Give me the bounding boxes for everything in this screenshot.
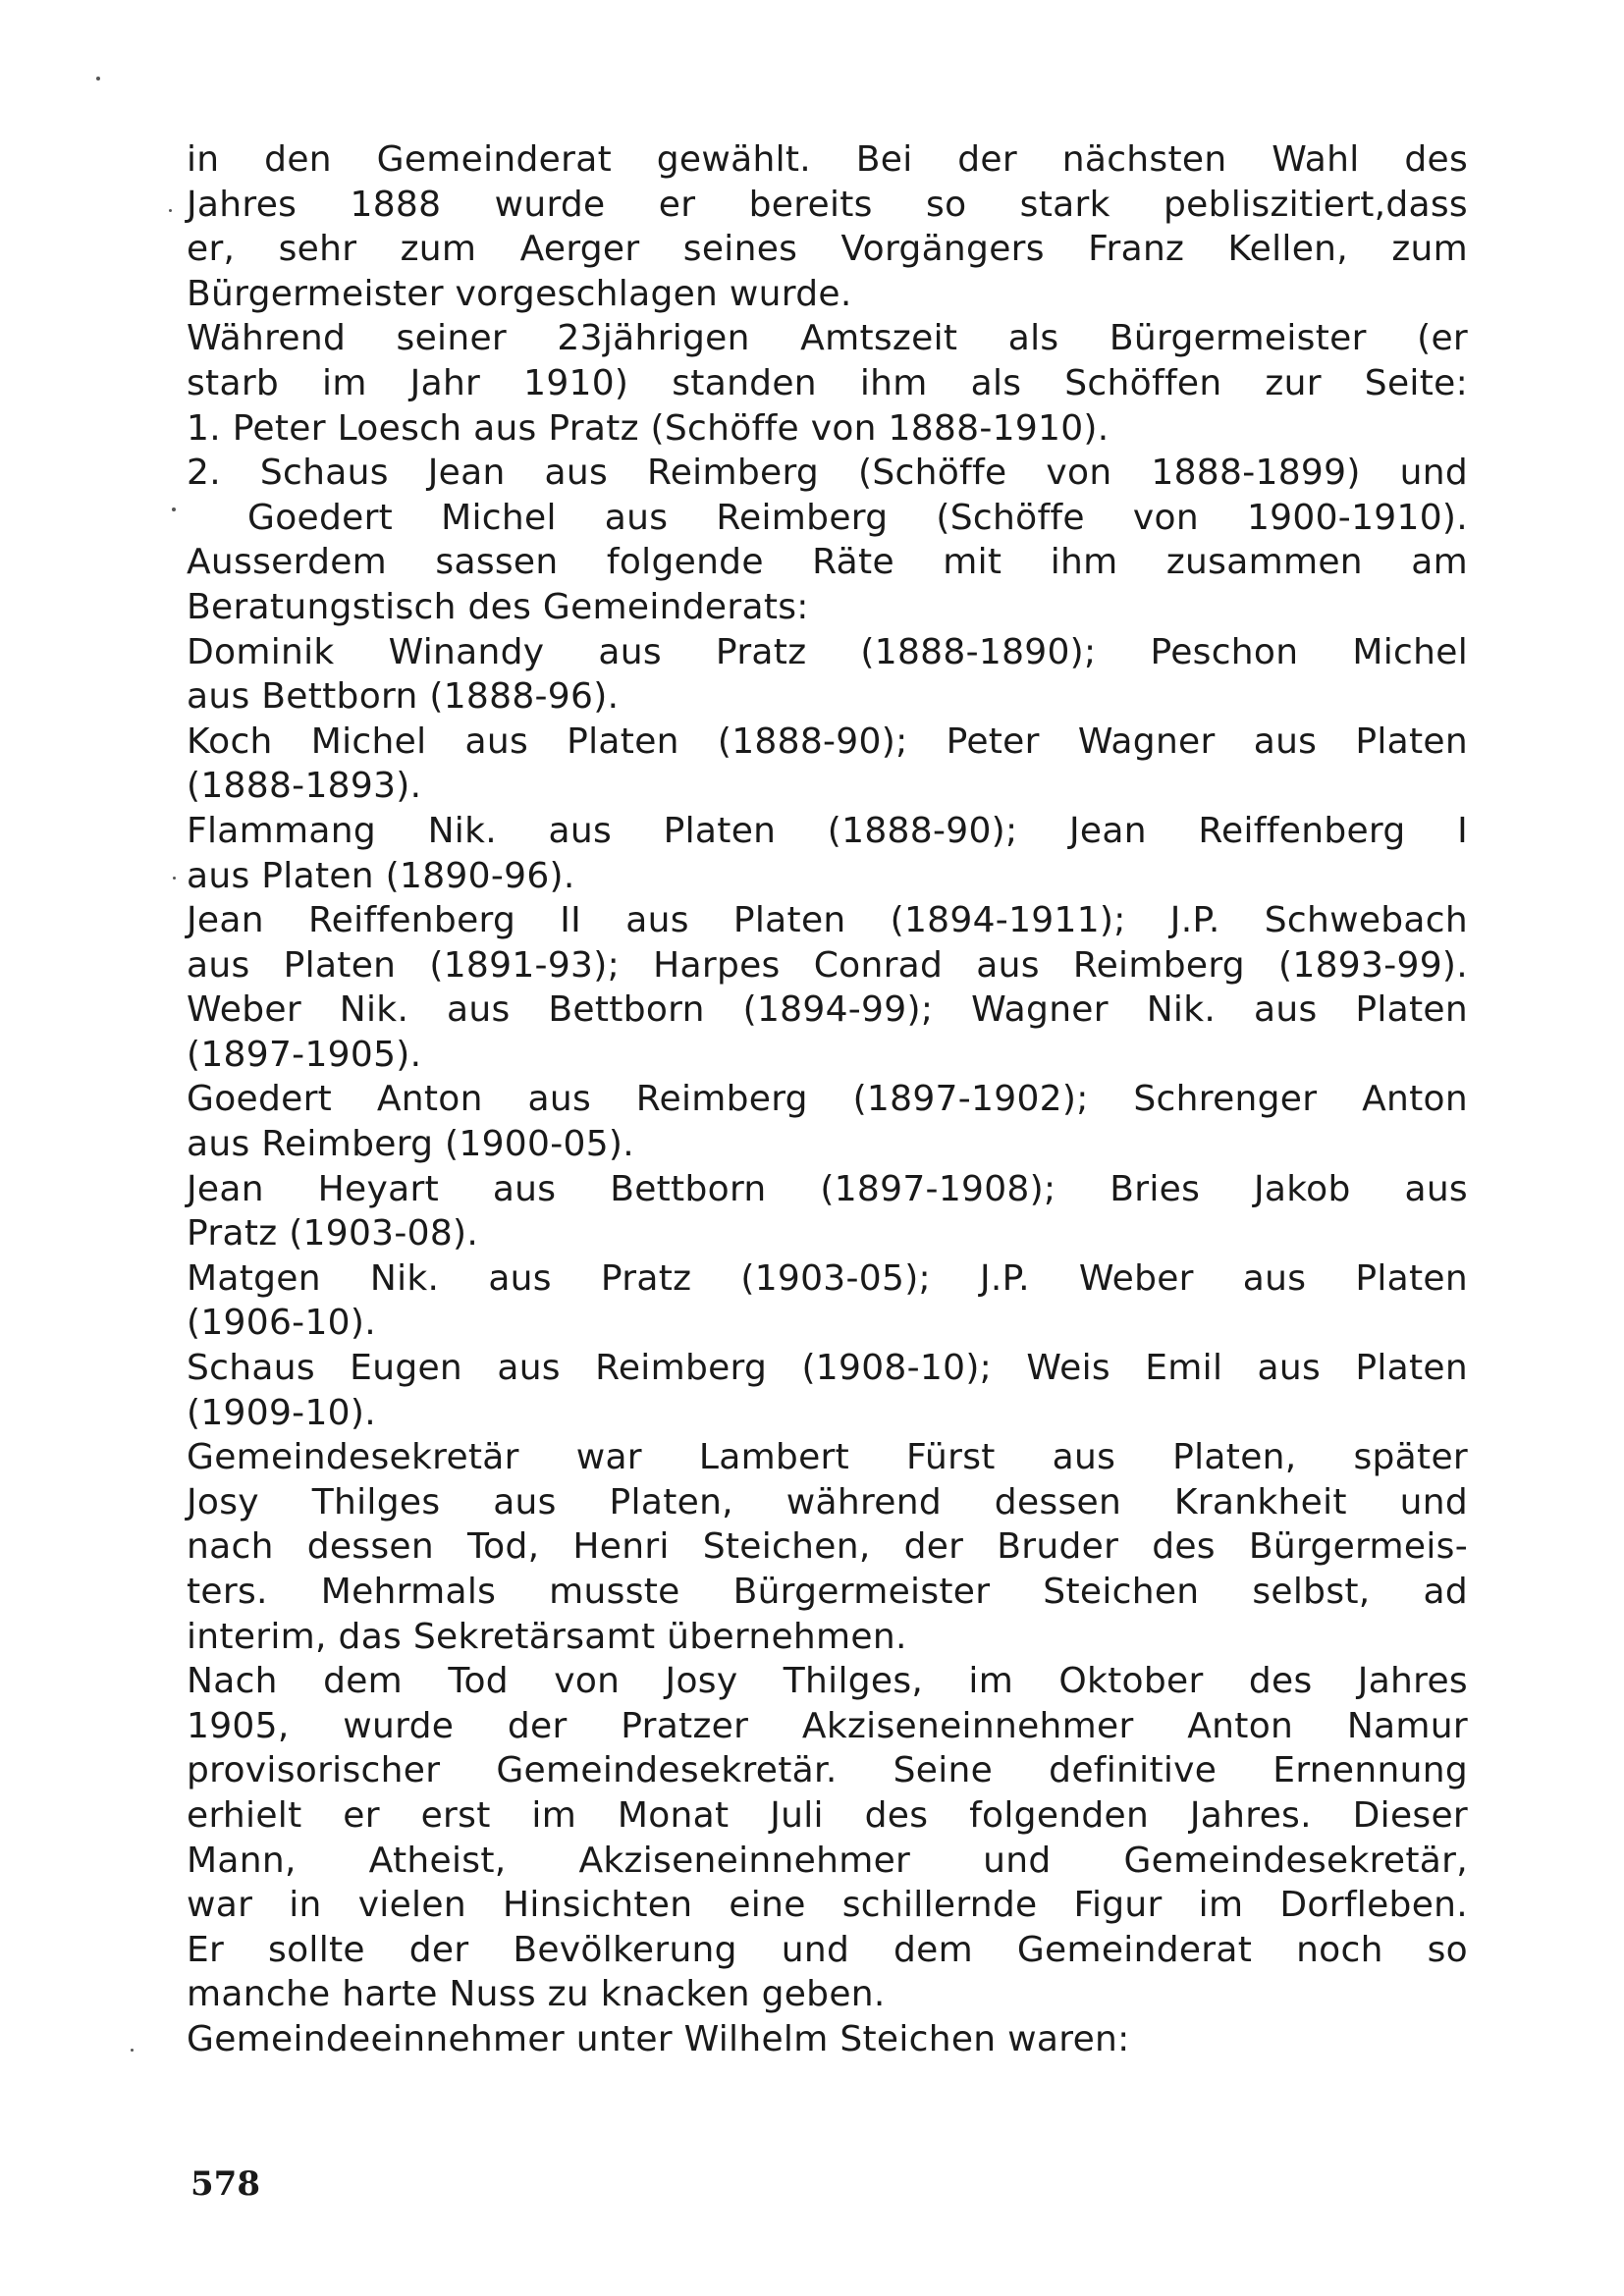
text-line: Matgen Nik. aus Pratz (1903-05); J.P. Weber aus Platen [187, 1257, 1468, 1299]
text-line: war in vielen Hinsichten eine schillernde Figur im Dorfleben. [187, 1885, 1468, 1926]
text-line: nach dessen Tod, Henri Steichen, der Bruder des Bürgermeis- [187, 1526, 1468, 1568]
text-line: starb im Jahr 1910) standen ihm als Schöffen zur Seite: [187, 362, 1468, 403]
text-line: Josy Thilges aus Platen, während dessen Krankheit und [187, 1481, 1468, 1522]
text-line: Weber Nik. aus Bettborn (1894-99); Wagner Nik. aus Platen [187, 989, 1468, 1031]
text-line: Jahres 1888 wurde er bereits so stark pebliszitiert,dass [187, 184, 1468, 225]
text-line: manche harte Nuss zu knacken geben. [187, 1974, 886, 2015]
text-line: Gemeindeeinnehmer unter Wilhelm Steichen waren: [187, 2018, 1130, 2059]
text-line: Nach dem Tod von Josy Thilges, im Oktober des Jahres [187, 1661, 1468, 1702]
text-line: Goedert Michel aus Reimberg (Schöffe von 1900-1910). [247, 497, 1468, 538]
text-line: Schaus Eugen aus Reimberg (1908-10); Weis Emil aus Platen [187, 1348, 1468, 1389]
text-line: aus Bettborn (1888-96). [187, 676, 620, 718]
body-text [187, 137, 1468, 2062]
text-line: Gemeindesekretär war Lambert Fürst aus Platen, später [187, 1437, 1468, 1478]
scan-speck [169, 209, 172, 212]
text-line: aus Platen (1891-93); Harpes Conrad aus Reimberg (1893-99). [187, 944, 1468, 986]
text-line: Während seiner 23jährigen Amtszeit als Bürgermeister (er [187, 318, 1468, 359]
text-line: Jean Heyart aus Bettborn (1897-1908); Bries Jakob aus [187, 1168, 1468, 1209]
text-line: Bürgermeister vorgeschlagen wurde. [187, 273, 852, 314]
page-number: 578 [190, 2164, 260, 2204]
text-line: 1905, wurde der Pratzer Akziseneinnehmer Anton Namur [187, 1705, 1468, 1746]
text-line: 2. Schaus Jean aus Reimberg (Schöffe von 1888-1899) und [187, 453, 1468, 494]
text-line: Mann, Atheist, Akziseneinnehmer und Gemeindesekretär, [187, 1840, 1468, 1881]
text-line: Jean Reiffenberg II aus Platen (1894-1911); J.P. Schwebach [187, 900, 1468, 941]
text-line: Flammang Nik. aus Platen (1888-90); Jean Reiffenberg I [187, 810, 1468, 851]
scan-speck [173, 877, 176, 880]
text-line: (1888-1893). [187, 766, 422, 807]
text-line: Koch Michel aus Platen (1888-90); Peter Wagner aus Platen [187, 721, 1468, 762]
text-line: Ausserdem sassen folgende Räte mit ihm zusammen am [187, 542, 1468, 583]
text-line: provisorischer Gemeindesekretär. Seine definitive Ernennung [187, 1750, 1468, 1791]
text-line: er, sehr zum Aerger seines Vorgängers Franz Kellen, zum [187, 229, 1468, 270]
text-line: Er sollte der Bevölkerung und dem Gemeinderat noch so [187, 1929, 1468, 1970]
scan-speck [96, 77, 100, 80]
text-line: Goedert Anton aus Reimberg (1897-1902); Schrenger Anton [187, 1079, 1468, 1120]
text-line: Pratz (1903-08). [187, 1213, 479, 1255]
text-line: erhielt er erst im Monat Juli des folgenden Jahres. Dieser [187, 1794, 1468, 1836]
text-line: (1897-1905). [187, 1034, 422, 1075]
text-line: in den Gemeinderat gewählt. Bei der nächsten Wahl des [187, 139, 1468, 180]
text-line: (1906-10). [187, 1303, 376, 1344]
text-line: aus Platen (1890-96). [187, 855, 575, 896]
scan-speck [131, 2049, 134, 2052]
text-line: (1909-10). [187, 1392, 376, 1433]
text-line: Beratungstisch des Gemeinderats: [187, 586, 809, 627]
text-line: 1. Peter Loesch aus Pratz (Schöffe von 1888-1910). [187, 407, 1110, 449]
text-line: interim, das Sekretärsamt übernehmen. [187, 1616, 907, 1657]
text-line: aus Reimberg (1900-05). [187, 1124, 635, 1165]
text-line: ters. Mehrmals musste Bürgermeister Steichen selbst, ad [187, 1572, 1468, 1612]
text-line: Dominik Winandy aus Pratz (1888-1890); Peschon Michel [187, 631, 1468, 672]
scan-speck [172, 507, 176, 511]
